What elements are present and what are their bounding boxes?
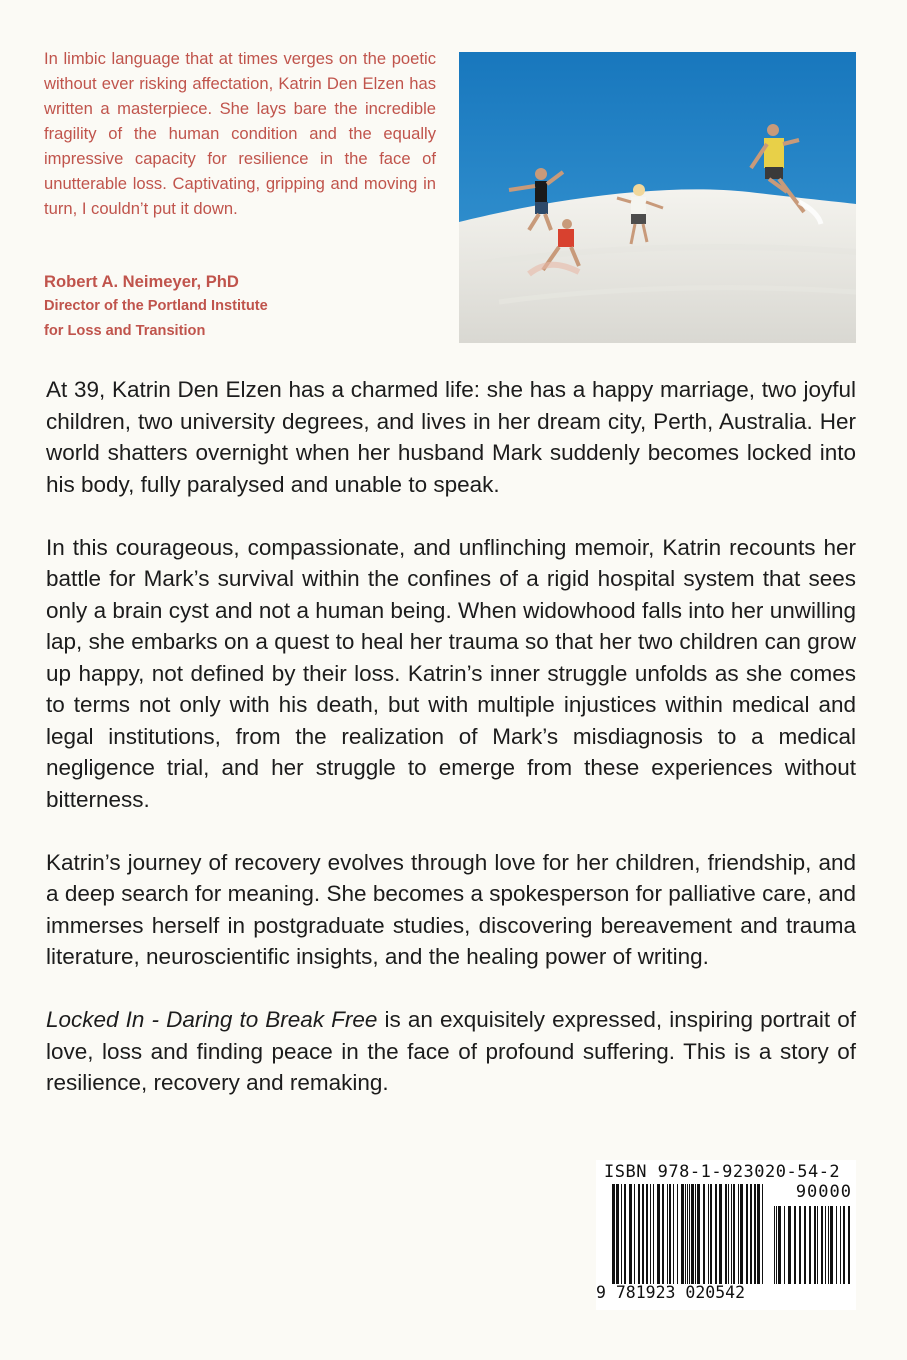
barcode-bar — [788, 1206, 791, 1284]
barcode-bar — [740, 1184, 743, 1284]
ean-digits: 9 781923 020542 — [596, 1283, 746, 1302]
barcode-bar — [821, 1206, 823, 1284]
endorsement-role-line-1: Director of the Portland Institute — [44, 298, 268, 314]
isbn-label: ISBN 978-1-923020-54-2 — [604, 1162, 841, 1182]
barcode-bar — [725, 1184, 727, 1284]
description-closing-text: is an exquisitely expressed, inspiring portrait of love, loss and finding peace in the face of profound suffering. This is a story of resilience, recovery and remaking. — [46, 1007, 856, 1095]
barcode-bar — [778, 1206, 781, 1284]
barcode-bar — [673, 1184, 674, 1284]
barcode-bar — [697, 1184, 700, 1284]
barcode-bar — [784, 1206, 785, 1284]
barcode-bar — [809, 1206, 811, 1284]
barcode-bar — [733, 1184, 735, 1284]
barcode-bar — [710, 1184, 712, 1284]
barcode-bar — [677, 1184, 678, 1284]
description-paragraph-2: In this courageous, compassionate, and unflinching memoir, Katrin recounts her battle for Mark’s survival within the confines of a rigid hospital system that sees only a brain cyst and not a human being. When widowhood falls into her unwilling lap, she embarks on a quest to heal her trauma so that her two children can grow up happy, not defined by their loss. Katrin’s inner struggle unfolds as she comes to terms not only with his death, but with multiple injustices within medical and legal institutions, from the realization of Mark’s misdiagnosis to a medical negligence trial, and her struggle to emerge from these experiences without bitterness. — [46, 534, 856, 812]
barcode-bar — [695, 1184, 696, 1284]
barcode-bar — [646, 1184, 648, 1284]
barcode-bar — [840, 1206, 841, 1284]
endorsement-quote — [44, 46, 436, 221]
barcode-bar — [754, 1184, 756, 1284]
barcode-bar — [667, 1184, 668, 1284]
barcode-bar — [750, 1184, 752, 1284]
barcode-bar — [830, 1206, 833, 1284]
barcode-bar — [719, 1184, 722, 1284]
barcode-bar — [715, 1184, 717, 1284]
family-dune-photo-illustration — [459, 52, 856, 343]
barcode-bar — [621, 1184, 622, 1284]
barcode-bar — [746, 1184, 748, 1284]
barcode-bar — [814, 1206, 816, 1284]
barcode-bar — [638, 1184, 640, 1284]
barcode-bar — [689, 1184, 690, 1284]
barcode-bar — [612, 1184, 615, 1284]
barcode-bar — [799, 1206, 801, 1284]
barcode-bar — [662, 1184, 664, 1284]
barcode-bar — [669, 1184, 671, 1284]
barcode-bar — [703, 1184, 705, 1284]
barcode-bar — [650, 1184, 651, 1284]
book-description — [46, 374, 856, 1130]
description-closing — [46, 1004, 856, 1099]
barcode-bar — [843, 1206, 845, 1284]
barcode-bar — [836, 1206, 837, 1284]
barcode-bar — [691, 1184, 694, 1284]
barcode-bar — [624, 1184, 626, 1284]
description-paragraph-3: Katrin’s journey of recovery evolves through love for her children, friendship, and a deep search for meaning. She becomes a spokesperson for palliative care, and immerses herself in postgraduate studies, discovering bereavement and trauma literature, neuroscientific insights, and the healing power of writing. — [46, 849, 856, 969]
barcode-bar — [825, 1206, 826, 1284]
endorsement-author: Robert A. Neimeyer, PhD — [44, 272, 239, 291]
barcode-bar — [616, 1184, 619, 1284]
family-dune-photo — [459, 52, 856, 343]
barcode-bar — [828, 1206, 829, 1284]
barcode-bar — [642, 1184, 644, 1284]
barcode-bar — [804, 1206, 806, 1284]
barcode-bar — [738, 1184, 739, 1284]
barcode-bar — [731, 1184, 732, 1284]
barcode-bar — [629, 1184, 632, 1284]
barcode-bar — [817, 1206, 818, 1284]
barcode-bar — [657, 1184, 660, 1284]
barcode-bar — [794, 1206, 796, 1284]
book-title: Locked In - Daring to Break Free — [46, 1007, 378, 1032]
description-paragraph-1: At 39, Katrin Den Elzen has a charmed life: she has a happy marriage, two joyful children, two university degrees, and lives in her dream city, Perth, Australia. Her world shatters overnight when her husband Mark suddenly becomes locked into his body, fully paralysed and unable to speak. — [46, 377, 856, 497]
barcode-bar — [848, 1206, 850, 1284]
isbn-barcode-block — [596, 1160, 856, 1310]
barcode-bar — [774, 1206, 775, 1284]
barcode-bar — [687, 1184, 688, 1284]
endorsement-attribution — [44, 270, 436, 344]
barcode-bar — [653, 1184, 654, 1284]
price-code: 90000 — [795, 1182, 852, 1202]
barcode-bar — [634, 1184, 635, 1284]
barcode-bar — [757, 1184, 760, 1284]
barcode-bar — [708, 1184, 709, 1284]
endorsement-quote-text: In limbic language that at times verges on the poetic without ever risking affectation, Katrin Den Elzen has written a masterpiece. She lays bare the incredible fragility of the human condition and the equally impressive capacity for resilience in the face of unutterable loss. Captivating, gripping and moving in turn, I couldn’t put it down. — [44, 49, 436, 218]
barcode-bar — [762, 1184, 763, 1284]
barcode-bar — [681, 1184, 684, 1284]
barcode-bar — [685, 1184, 686, 1284]
barcode-bar — [776, 1206, 777, 1284]
barcode-bar — [728, 1184, 729, 1284]
endorsement-role-line-2: for Loss and Transition — [44, 323, 206, 339]
